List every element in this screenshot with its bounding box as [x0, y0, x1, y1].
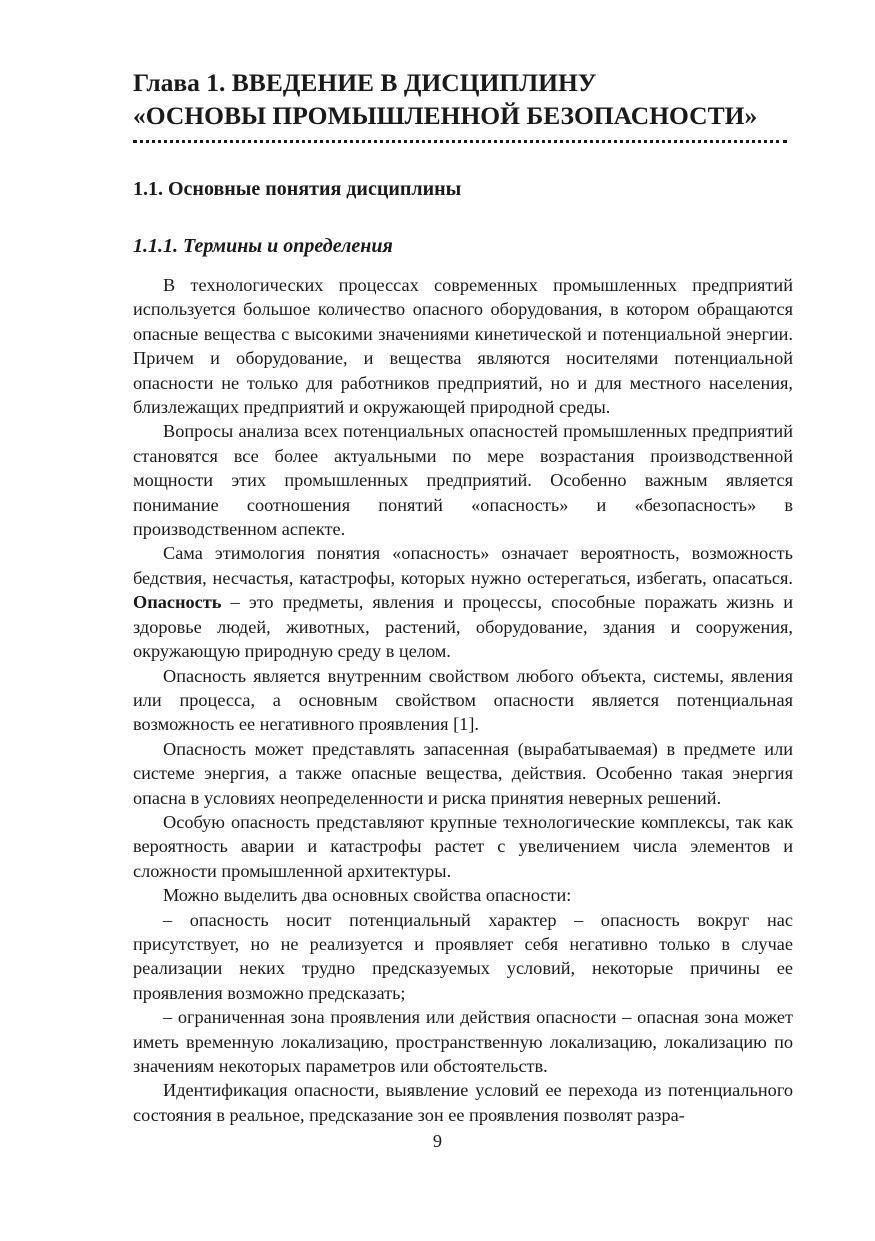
page-content [133, 66, 793, 1127]
paragraph-definition [133, 541, 793, 663]
paragraph: В технологических процессах современных промышленных предприятий используется большое количество опасного оборудования, в котором обращаются опасные вещества с высокими значениями кинетической и потенциальной энергии. Причем и оборудование, и вещества являются носителями потенциальной опасности не только для работников предприятий, но и для местного населения, близлежащих предприятий и окружающей природной среды. [133, 275, 793, 418]
chapter-title-line-2: «ОСНОВЫ ПРОМЫШЛЕННОЙ БЕЗОПАСНОСТИ» [133, 101, 758, 130]
subsection-title: 1.1.1. Термины и определения [133, 235, 393, 257]
paragraph: Вопросы анализа всех потенциальных опасностей промышленных предприятий становятся все более актуальными по мере возрастания производственной мощности этих промышленных предприятий. Особенно важным является понимание соотношения понятий «опасность» и «безопасность» в производственном аспекте. [133, 421, 793, 540]
chapter-title [133, 66, 793, 132]
list-item: – опасность носит потенциальный характер – опасность вокруг нас присутствует, но не реализуется и проявляет себя негативно только в случае реализации неких трудно предсказуемых условий, некоторые причины ее проявления возможно предсказать; [133, 909, 793, 1003]
paragraph-text: – это предметы, явления и процессы, способные поражать жизнь и здоровье людей, животных, растений, оборудование, здания и сооружения, окружающую природную среду в целом. [133, 592, 793, 662]
paragraph: Идентификация опасности, выявление условий ее перехода из потенциального состояния в реальное, предсказание зон ее проявления позволят разра- [133, 1080, 793, 1125]
paragraph: Опасность может представлять запасенная (вырабатываемая) в предмете или системе энергия, а также опасные вещества, действия. Особенно такая энергия опасна в условиях неопределенности и риска принятия неверных решений. [133, 738, 793, 808]
paragraph: Опасность является внутренним свойством любого объекта, системы, явления или процесса, а основным свойством опасности является потенциальная возможность ее негативного проявления [1]. [133, 665, 793, 735]
section-title: 1.1. Основные понятия дисциплины [133, 178, 462, 200]
page-number: 9 [432, 1131, 443, 1151]
defined-term: Опасность [133, 592, 222, 613]
dotted-divider [133, 140, 787, 143]
paragraph: Можно выделить два основных свойства опасности: [163, 885, 572, 906]
chapter-title-line-1: Глава 1. ВВЕДЕНИЕ В ДИСЦИПЛИНУ [133, 68, 597, 97]
paragraph-text: Сама этимология понятия «опасность» означает вероятность, возможность бедствия, несчастья, катастрофы, которых нужно остерегаться, избегать, опасаться. [133, 543, 793, 588]
list-item: – ограниченная зона проявления или действия опасности – опасная зона может иметь временную локализацию, пространственную локализацию, локализацию по значениям некоторых параметров или обстоятельств. [133, 1007, 793, 1076]
paragraph: Особую опасность представляют крупные технологические комплексы, так как вероятность аварии и катастрофы растет с увеличением числа элементов и сложности промышленной архитектуры. [133, 811, 793, 881]
body-text [133, 273, 793, 1127]
